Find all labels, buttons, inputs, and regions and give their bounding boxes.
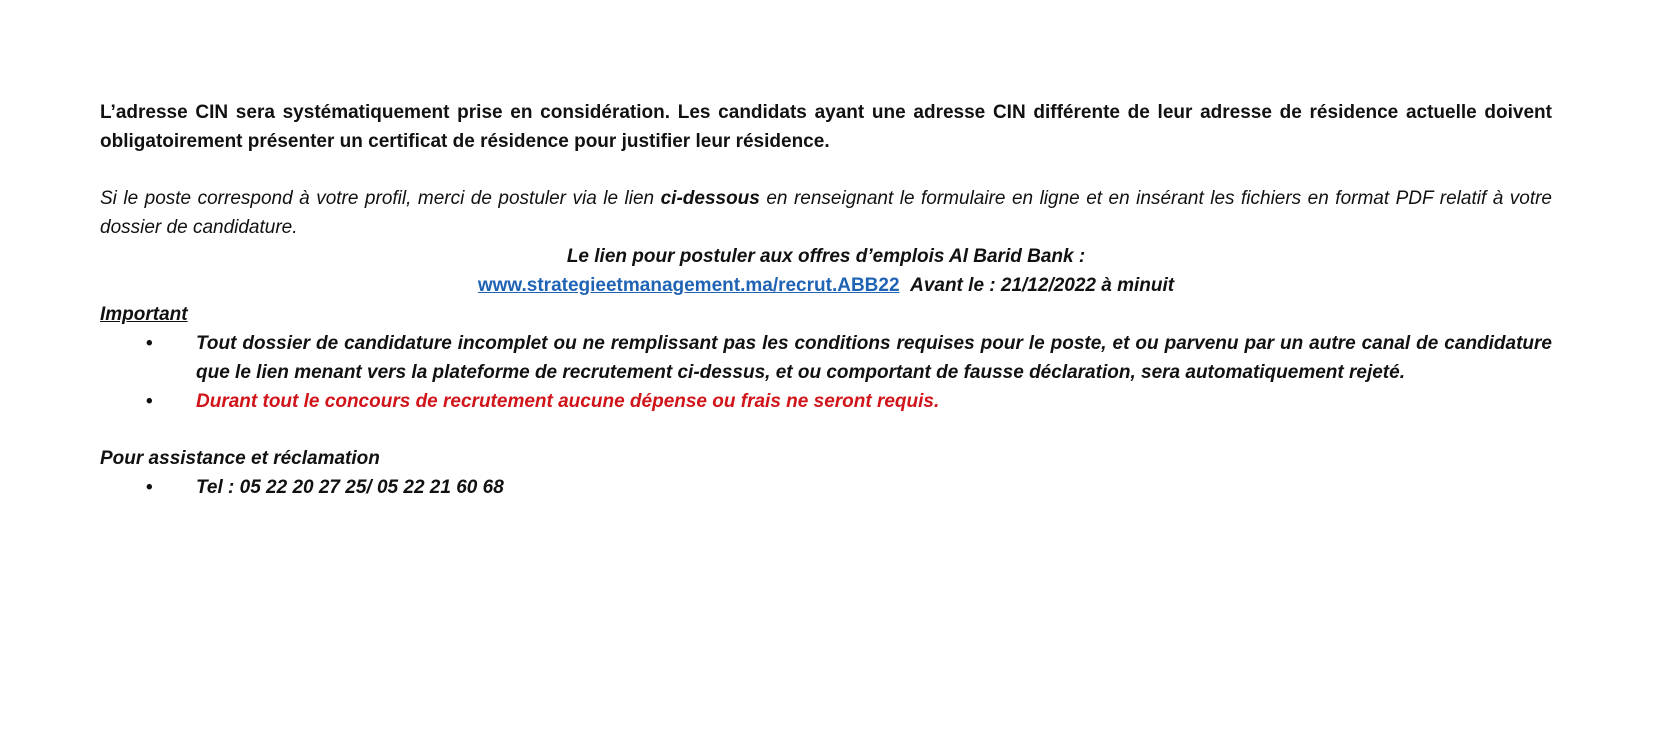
list-item-text: Tout dossier de candidature incomplet ou ne remplissant pas les conditions requises pour le poste, et ou parvenu par un autre canal de candidature que le lien menant vers la plateforme de recrutement ci-dessus, et ou comportant de fausse déclaration, sera automatiquement rejeté. xyxy=(196,333,1552,383)
instructions-emphasis: ci-dessous xyxy=(660,188,760,209)
link-line xyxy=(100,271,1552,300)
bullet-icon: • xyxy=(146,391,153,412)
document-page xyxy=(100,98,1552,502)
instructions-text-before: Si le poste correspond à votre profil, merci de postuler via le lien xyxy=(100,188,661,209)
bullet-icon: • xyxy=(146,477,153,498)
list-item xyxy=(100,387,1552,416)
phone-numbers: Tel : 05 22 20 27 25/ 05 22 21 60 68 xyxy=(196,477,504,498)
application-instructions xyxy=(100,184,1552,242)
list-item-text: Durant tout le concours de recrutement aucune dépense ou frais ne seront requis. xyxy=(196,391,940,412)
list-item xyxy=(100,329,1552,387)
list-item xyxy=(100,473,1552,502)
application-link[interactable]: www.strategieetmanagement.ma/recrut.ABB22 xyxy=(477,275,900,296)
important-list xyxy=(100,329,1552,416)
assistance-list xyxy=(100,473,1552,502)
instructions-text-after: en renseignant le formulaire en ligne et en insérant les fichiers en format PDF relatif à votre dossier de candidature. xyxy=(100,188,1552,238)
assistance-title: Pour assistance et réclamation xyxy=(100,448,380,469)
deadline-text: Avant le : 21/12/2022 à minuit xyxy=(910,275,1175,296)
cin-address-notice: L’adresse CIN sera systématiquement prise en considération. Les candidats ayant une adresse CIN différente de leur adresse de résidence actuelle doivent obligatoirement présenter un certificat de résidence pour justifier leur résidence. xyxy=(100,102,1552,152)
important-title: Important xyxy=(100,304,188,325)
link-heading: Le lien pour postuler aux offres d’emplois Al Barid Bank : xyxy=(566,246,1086,267)
bullet-icon: • xyxy=(146,333,153,354)
